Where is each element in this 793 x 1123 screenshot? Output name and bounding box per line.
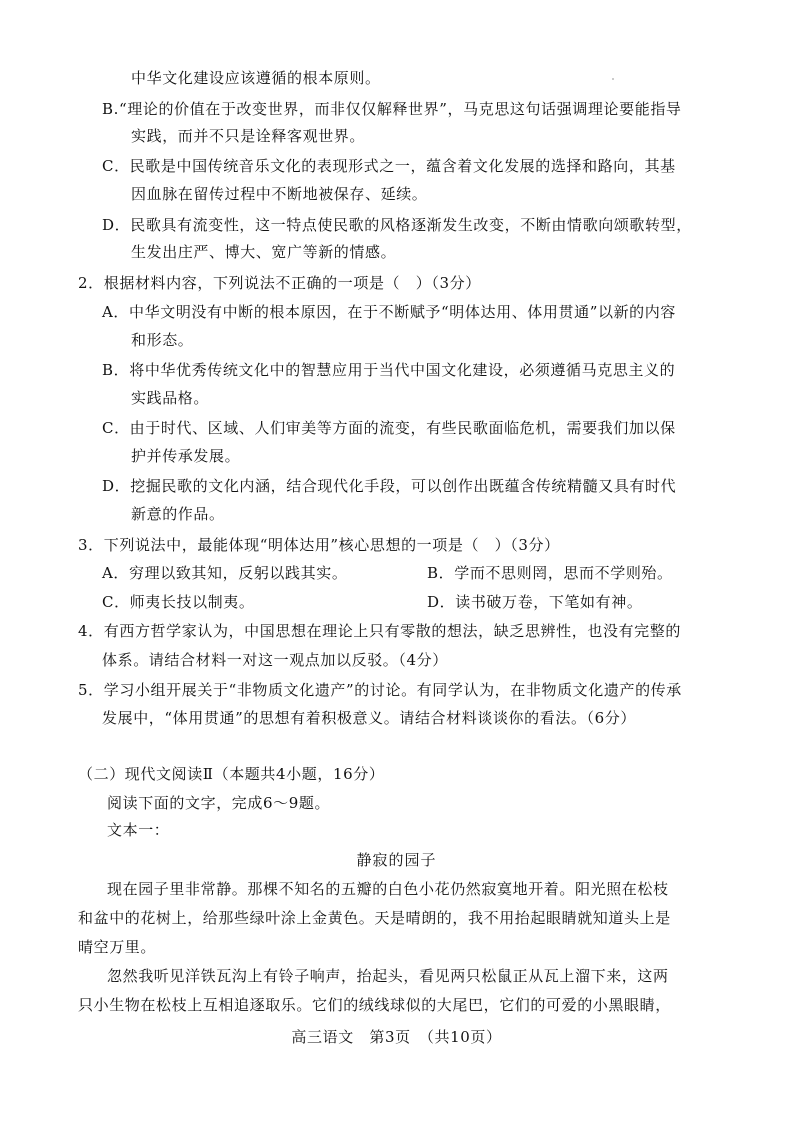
scan-speck xyxy=(612,78,614,80)
q5-line1: 5．学习小组开展关于“非物质文化遗产”的讨论。有同学认为，在非物质文化遗产的传承 xyxy=(78,681,682,699)
q1-option-c-line1: C．民歌是中国传统音乐文化的表现形式之一，蕴含着文化发展的选择和路向，其基 xyxy=(102,157,676,175)
article-title: 静寂的园子 xyxy=(356,851,437,869)
q3-option-c: C．师夷长技以制夷。 xyxy=(102,593,255,611)
article-p2-line1: 忽然我听见洋铁瓦沟上有铃子响声，抬起头，看见两只松鼠正从瓦上溜下来，这两 xyxy=(107,967,669,985)
q2-option-d-line1: D．挖掘民歌的文化内涵，结合现代化手段，可以创作出既蕴含传统精髓又具有时代 xyxy=(102,477,677,495)
q1-option-d-line2: 生发出庄严、博大、宽广等新的情感。 xyxy=(131,243,397,261)
q1-option-a-continuation: 中华文化建设应该遵循的根本原则。 xyxy=(131,69,381,87)
q5-line2: 发展中，“体用贯通”的思想有着积极意义。请结合材料谈谈你的看法。（6分） xyxy=(102,709,636,727)
article-p1-line2: 和盆中的花树上，给那些绿叶涂上金黄色。天是晴朗的，我不用抬起眼睛就知道头上是 xyxy=(78,909,671,927)
article-p1-line3: 晴空万里。 xyxy=(78,938,157,956)
q4-line1: 4．有西方哲学家认为，中国思想在理论上只有零散的想法，缺乏思辨性，也没有完整的 xyxy=(78,622,681,640)
section-instruction: 阅读下面的文字，完成6～9题。 xyxy=(107,794,331,812)
q2-option-c-line1: C．由于时代、区域、人们审美等方面的流变，有些民歌面临危机，需要我们加以保 xyxy=(102,419,676,437)
q2-option-b-line2: 实践品格。 xyxy=(131,389,210,407)
section-heading: （二）现代文阅读Ⅱ（本题共4小题，16分） xyxy=(78,765,385,783)
article-p2-line2: 只小生物在松枝上互相追逐取乐。它们的绒线球似的大尾巴，它们的可爱的小黑眼睛， xyxy=(78,996,671,1014)
q1-option-b-line1: B.“理论的价值在于改变世界，而非仅仅解释世界”，马克思这句话强调理论要能指导 xyxy=(102,100,682,118)
q4-line2: 体系。请结合材料一对这一观点加以反驳。（4分） xyxy=(102,651,448,669)
q3-option-d: D．读书破万卷，下笔如有神。 xyxy=(427,593,643,611)
q3-option-a: A．穷理以致其知，反躬以践其实。 xyxy=(102,564,348,582)
q3-stem: 3．下列说法中，最能体现“明体达用”核心思想的一项是（ ）（3分） xyxy=(78,536,560,554)
page-footer: 高三语文 第3页 （共10页） xyxy=(291,1028,502,1046)
q1-option-d-line1: D．民歌具有流变性，这一特点使民歌的风格逐渐发生改变，不断由情歌向颂歌转型， xyxy=(102,216,692,234)
q1-option-b-line2: 实践，而并不只是诠释客观世界。 xyxy=(131,127,366,145)
text-label: 文本一： xyxy=(107,821,170,839)
q2-option-a-line2: 和形态。 xyxy=(131,331,194,349)
q2-option-b-line1: B．将中华优秀传统文化中的智慧应用于当代中国文化建设，必须遵循马克思主义的 xyxy=(102,361,676,379)
q2-option-a-line1: A．中华文明没有中断的根本原因，在于不断赋予“明体达用、体用贯通”以新的内容 xyxy=(102,303,676,321)
q2-option-c-line2: 护并传承发展。 xyxy=(131,447,241,465)
q3-option-b: B．学而不思则罔，思而不学则殆。 xyxy=(427,564,673,582)
article-p1-line1: 现在园子里非常静。那棵不知名的五瓣的白色小花仍然寂寞地开着。阳光照在松枝 xyxy=(107,880,669,898)
q2-stem: 2．根据材料内容，下列说法不正确的一项是（ ）（3分） xyxy=(78,274,481,292)
q1-option-c-line2: 因血脉在留传过程中不断地被保存、延续。 xyxy=(131,185,428,203)
q2-option-d-line2: 新意的作品。 xyxy=(131,505,225,523)
